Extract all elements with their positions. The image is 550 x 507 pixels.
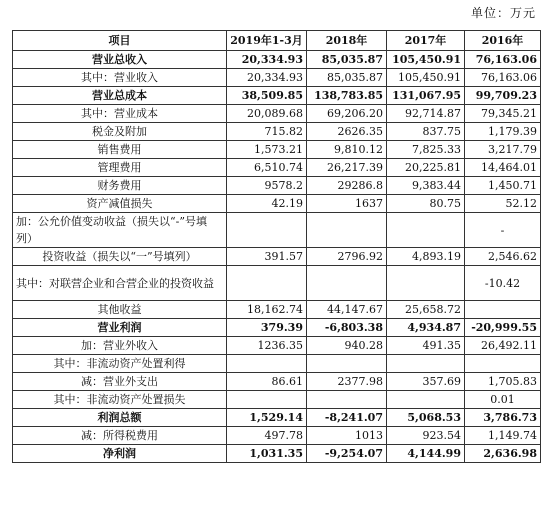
cell: 52.12 (465, 195, 541, 213)
cell: 9,810.12 (307, 141, 387, 159)
cell: 138,783.85 (307, 87, 387, 105)
cell: 5,068.53 (387, 409, 465, 427)
cell: 0.01 (465, 391, 541, 409)
table-row (13, 177, 541, 195)
table-row (13, 69, 541, 87)
cell: 1,705.83 (465, 373, 541, 391)
cell: 7,825.33 (387, 141, 465, 159)
cell: 20,089.68 (227, 105, 307, 123)
table-row (13, 337, 541, 355)
row-label: 营业利润 (13, 319, 227, 337)
table-row (13, 427, 541, 445)
cell: 491.35 (387, 337, 465, 355)
table-row (13, 87, 541, 105)
table-row (13, 373, 541, 391)
row-label: 其中：非流动资产处置损失 (13, 391, 227, 409)
cell: 2626.35 (307, 123, 387, 141)
cell: -10.42 (465, 266, 541, 301)
header-2018: 2018年 (307, 31, 387, 51)
cell: 76,163.06 (465, 69, 541, 87)
cell: 6,510.74 (227, 159, 307, 177)
cell: 26,492.11 (465, 337, 541, 355)
cell: 4,144.99 (387, 445, 465, 463)
table-row (13, 409, 541, 427)
table-row (13, 391, 541, 409)
cell (227, 391, 307, 409)
cell: 44,147.67 (307, 301, 387, 319)
cell: 85,035.87 (307, 51, 387, 69)
cell: -20,999.55 (465, 319, 541, 337)
cell: 4,893.19 (387, 248, 465, 266)
cell: 357.69 (387, 373, 465, 391)
row-label: 其中：非流动资产处置利得 (13, 355, 227, 373)
cell: 20,334.93 (227, 51, 307, 69)
cell: 1,529.14 (227, 409, 307, 427)
cell: 1,450.71 (465, 177, 541, 195)
cell (227, 213, 307, 248)
cell (307, 266, 387, 301)
cell: 1,179.39 (465, 123, 541, 141)
table-row (13, 141, 541, 159)
cell: 86.61 (227, 373, 307, 391)
cell: 105,450.91 (387, 51, 465, 69)
cell: -8,241.07 (307, 409, 387, 427)
cell (387, 391, 465, 409)
row-label: 净利润 (13, 445, 227, 463)
cell: 923.54 (387, 427, 465, 445)
row-label: 管理费用 (13, 159, 227, 177)
cell: 92,714.87 (387, 105, 465, 123)
row-label: 销售费用 (13, 141, 227, 159)
cell: 38,509.85 (227, 87, 307, 105)
table-row (13, 248, 541, 266)
cell: 1637 (307, 195, 387, 213)
cell: 9578.2 (227, 177, 307, 195)
row-label: 加：公允价值变动收益（损失以“-”号填列） (13, 213, 227, 248)
table-row (13, 123, 541, 141)
row-label: 营业总收入 (13, 51, 227, 69)
table-row (13, 213, 541, 248)
cell: 42.19 (227, 195, 307, 213)
cell: 131,067.95 (387, 87, 465, 105)
cell: 29286.8 (307, 177, 387, 195)
cell (387, 213, 465, 248)
income-statement-table (12, 30, 541, 463)
cell: 1013 (307, 427, 387, 445)
cell: 1,573.21 (227, 141, 307, 159)
cell: 9,383.44 (387, 177, 465, 195)
row-label: 营业总成本 (13, 87, 227, 105)
cell: 940.28 (307, 337, 387, 355)
cell: 2,546.62 (465, 248, 541, 266)
cell: 20,334.93 (227, 69, 307, 87)
header-item: 项目 (13, 31, 227, 51)
cell (465, 355, 541, 373)
row-label: 加：营业外收入 (13, 337, 227, 355)
table-row (13, 195, 541, 213)
cell: 2377.98 (307, 373, 387, 391)
cell (387, 355, 465, 373)
cell: 85,035.87 (307, 69, 387, 87)
cell (307, 391, 387, 409)
table-row (13, 51, 541, 69)
row-label: 投资收益（损失以“一”号填列） (13, 248, 227, 266)
row-label: 其中：对联营企业和合营企业的投资收益 (13, 266, 227, 301)
cell: 1,149.74 (465, 427, 541, 445)
table-header-row (13, 31, 541, 51)
cell: 379.39 (227, 319, 307, 337)
row-label: 财务费用 (13, 177, 227, 195)
cell: 3,217.79 (465, 141, 541, 159)
row-label: 减：营业外支出 (13, 373, 227, 391)
row-label: 税金及附加 (13, 123, 227, 141)
table-row (13, 301, 541, 319)
cell: 99,709.23 (465, 87, 541, 105)
cell: 20,225.81 (387, 159, 465, 177)
cell (307, 355, 387, 373)
cell: -9,254.07 (307, 445, 387, 463)
cell: 69,206.20 (307, 105, 387, 123)
table-row (13, 266, 541, 301)
cell: 2796.92 (307, 248, 387, 266)
cell: 14,464.01 (465, 159, 541, 177)
cell: 25,658.72 (387, 301, 465, 319)
row-label: 利润总额 (13, 409, 227, 427)
header-2016: 2016年 (465, 31, 541, 51)
header-2017: 2017年 (387, 31, 465, 51)
cell: 1236.35 (227, 337, 307, 355)
header-2019q1: 2019年1-3月 (227, 31, 307, 51)
row-label: 其中：营业收入 (13, 69, 227, 87)
cell: 4,934.87 (387, 319, 465, 337)
cell: 391.57 (227, 248, 307, 266)
cell: 76,163.06 (465, 51, 541, 69)
cell: 80.75 (387, 195, 465, 213)
cell: 18,162.74 (227, 301, 307, 319)
cell: 79,345.21 (465, 105, 541, 123)
cell: 2,636.98 (465, 445, 541, 463)
row-label: 其中：营业成本 (13, 105, 227, 123)
table-row (13, 445, 541, 463)
row-label: 资产减值损失 (13, 195, 227, 213)
cell: 3,786.73 (465, 409, 541, 427)
table-row (13, 355, 541, 373)
table-row (13, 159, 541, 177)
cell (387, 266, 465, 301)
cell: 1,031.35 (227, 445, 307, 463)
cell: - (465, 213, 541, 248)
table-row (13, 105, 541, 123)
cell (227, 266, 307, 301)
cell (465, 301, 541, 319)
cell: -6,803.38 (307, 319, 387, 337)
row-label: 其他收益 (13, 301, 227, 319)
table-row (13, 319, 541, 337)
cell: 497.78 (227, 427, 307, 445)
cell: 26,217.39 (307, 159, 387, 177)
unit-label: 单位：万元 (470, 6, 536, 20)
cell: 837.75 (387, 123, 465, 141)
cell (227, 355, 307, 373)
cell: 105,450.91 (387, 69, 465, 87)
cell: 715.82 (227, 123, 307, 141)
row-label: 减：所得税费用 (13, 427, 227, 445)
cell (307, 213, 387, 248)
